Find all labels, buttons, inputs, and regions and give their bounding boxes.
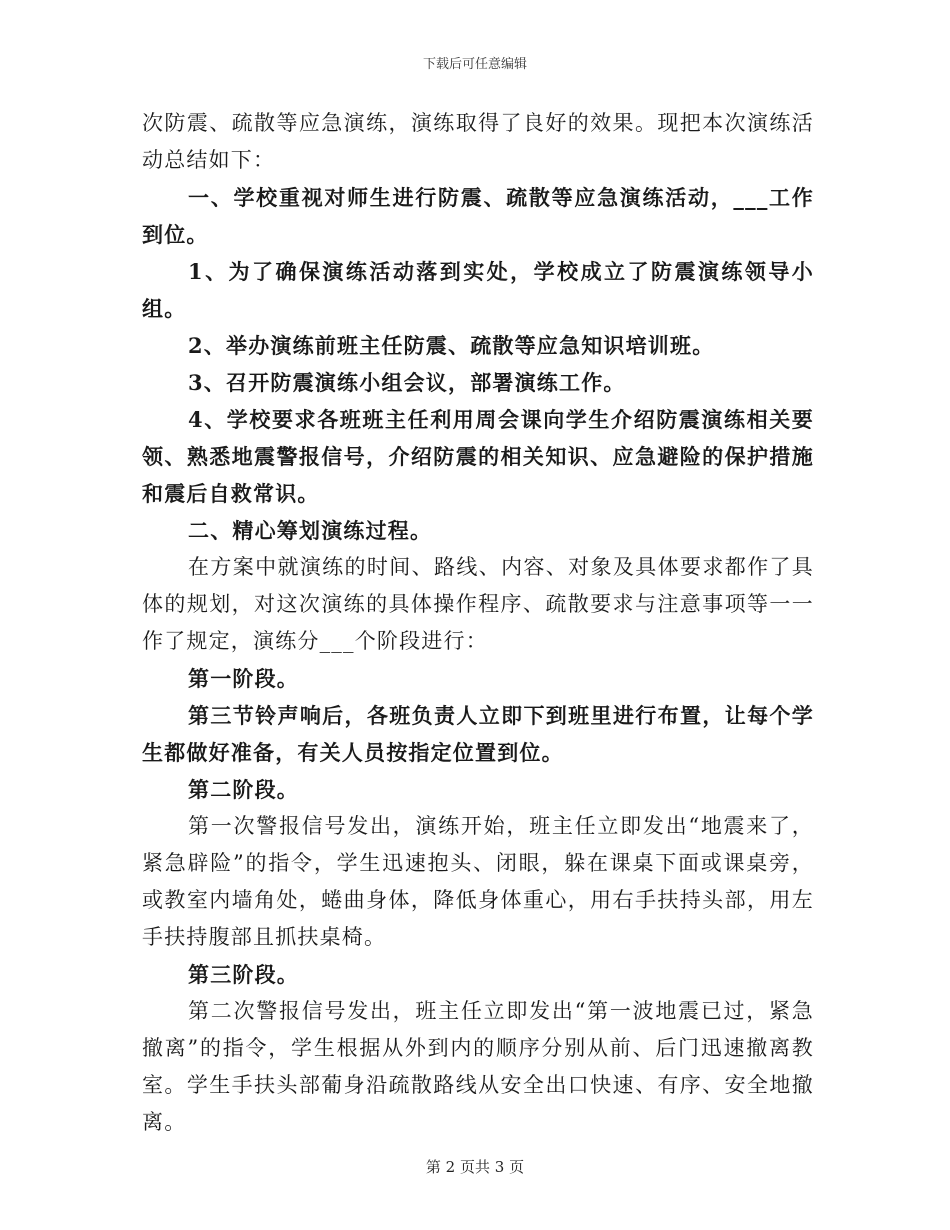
section-heading-1: 一、学校重视对师生进行防震、疏散等应急演练活动，___工作到位。 [142, 185, 814, 247]
stage-heading-1: 第一阶段。 [188, 666, 299, 691]
stage-3-body: 第二次警报信号发出，班主任立即发出“第一波地震已过，紧急撤离”的指令，学生根据从外到内的顺序分别从前、后门迅速撤离教室。学生手扶头部葡身沿疏散路线从安全出口快速、有序、安全地撤离。 [142, 999, 814, 1134]
document-body [142, 105, 814, 1141]
list-item-4: 4、学校要求各班班主任利用周会课向学生介绍防震演练相关要领、熟悉地震警报信号，介绍防震的相关知识、应急避险的保护措施和震后自救常识。 [142, 407, 814, 506]
stage-1-body: 第三节铃声响后，各班负责人立即下到班里进行布置，让每个学生都做好准备，有关人员按指定位置到位。 [142, 703, 814, 765]
list-item-3: 3、召开防震演练小组会议，部署演练工作。 [188, 370, 626, 395]
stage-2-body: 第一次警报信号发出，演练开始，班主任立即发出“地震来了，紧急辟险”的指令，学生迅速抱头、闭眼，躲在课桌下面或课桌旁，或教室内墙角处，蜷曲身体，降低身体重心，用右手扶持头部，用左手扶持腹部且抓扶桌椅。 [142, 814, 814, 949]
section-heading-2: 二、精心筹划演练过程。 [188, 518, 433, 543]
list-item-1: 1、为了确保演练活动落到实处，学校成立了防震演练领导小组。 [142, 259, 814, 321]
stage-heading-3: 第三阶段。 [188, 962, 299, 987]
list-item-2: 2、举办演练前班主任防震、疏散等应急知识培训班。 [188, 333, 715, 358]
page-header: 下载后可任意编辑 [422, 57, 527, 72]
page-footer: 第 2 页共 3 页 [425, 1158, 525, 1176]
paragraph-intro: 次防震、疏散等应急演练，演练取得了良好的效果。现把本次演练活动总结如下： [142, 111, 814, 172]
stage-heading-2: 第二阶段。 [188, 777, 299, 802]
paragraph-plan: 在方案中就演练的时间、路线、内容、对象及具体要求都作了具体的规划，对这次演练的具体操作程序、疏散要求与注意事项等一一作了规定，演练分___个阶段进行： [142, 555, 814, 653]
